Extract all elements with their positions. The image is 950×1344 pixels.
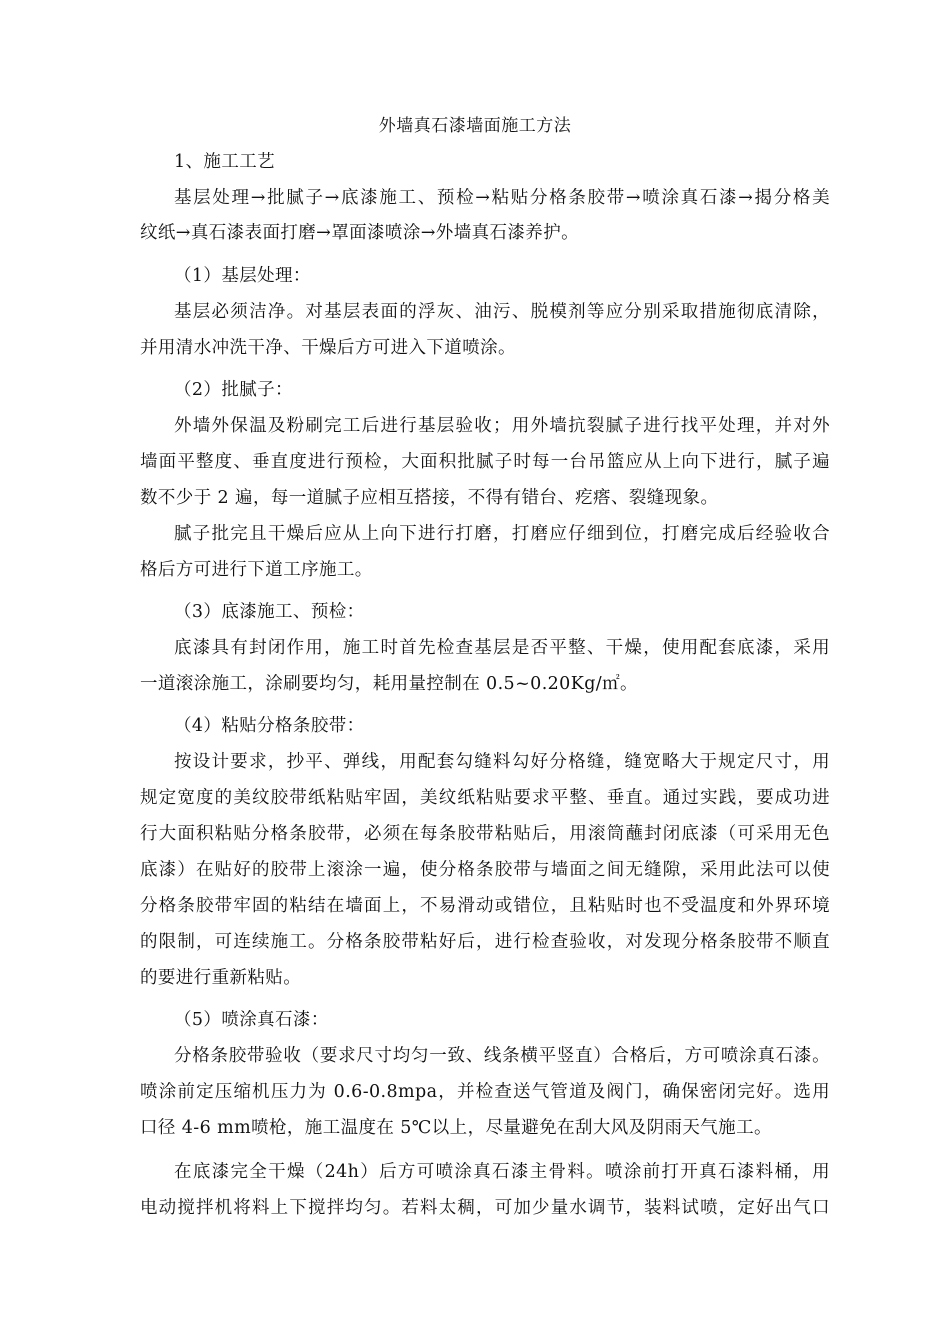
paragraph-line: 分格条胶带牢固的粘结在墙面上，不易滑动或错位，且粘贴时也不受温度和外界环境 <box>140 896 830 916</box>
paragraph-line: 底漆）在贴好的胶带上滚涂一遍，使分格条胶带与墙面之间无缝隙，采用此法可以使 <box>140 860 830 880</box>
paragraph-line: 行大面积粘贴分格条胶带，必须在每条胶带粘贴后，用滚筒蘸封闭底漆（可采用无色 <box>140 824 830 844</box>
paragraph-line: 喷涂前定压缩机压力为 0.6-0.8mpa，并检查送气管道及阀门，确保密闭完好。选用 <box>140 1082 830 1102</box>
subsection-heading: （3）底漆施工、预检： <box>174 602 365 622</box>
paragraph-line: 基层必须洁净。对基层表面的浮灰、油污、脱模剂等应分别采取措施彻底清除， <box>174 302 830 322</box>
section-heading: 1、施工工艺 <box>174 152 276 172</box>
paragraph-line: 口径 4-6 mm喷枪，施工温度在 5℃以上，尽量避免在刮大风及阴雨天气施工。 <box>140 1118 772 1138</box>
subsection-heading: （1）基层处理： <box>174 266 311 286</box>
paragraph-line: 腻子批完且干燥后应从上向下进行打磨，打磨应仔细到位，打磨完成后经验收合 <box>174 524 830 544</box>
paragraph-line: 数不少于 2 遍，每一道腻子应相互搭接，不得有错台、疙瘩、裂缝现象。 <box>140 488 719 508</box>
paragraph-line: 格后方可进行下道工序施工。 <box>140 560 373 580</box>
paragraph-line: 在底漆完全干燥（24h）后方可喷涂真石漆主骨料。喷涂前打开真石漆料桶，用 <box>174 1162 830 1182</box>
paragraph-line: 一道滚涂施工，涂刷要均匀，耗用量控制在 0.5~0.20Kg/㎡。 <box>140 674 638 694</box>
paragraph-line: 规定宽度的美纹胶带纸粘贴牢固，美纹纸粘贴要求平整、垂直。通过实践，要成功进 <box>140 788 830 808</box>
document-title: 外墙真石漆墙面施工方法 <box>378 116 572 136</box>
paragraph-line: 基层处理→批腻子→底漆施工、预检→粘贴分格条胶带→喷涂真石漆→揭分格美 <box>174 188 830 208</box>
subsection-heading: （4）粘贴分格条胶带： <box>174 716 365 736</box>
paragraph-line: 的限制，可连续施工。分格条胶带粘好后，进行检查验收，对发现分格条胶带不顺直 <box>140 932 830 952</box>
paragraph-line: 底漆具有封闭作用，施工时首先检查基层是否平整、干燥，使用配套底漆，采用 <box>174 638 830 658</box>
paragraph-line: 外墙外保温及粉刷完工后进行基层验收；用外墙抗裂腻子进行找平处理，并对外 <box>174 416 830 436</box>
paragraph-line: 按设计要求，抄平、弹线，用配套勾缝料勾好分格缝，缝宽略大于规定尺寸，用 <box>174 752 830 772</box>
paragraph-line: 的要进行重新粘贴。 <box>140 968 302 988</box>
paragraph-line: 并用清水冲洗干净、干燥后方可进入下道喷涂。 <box>140 338 516 358</box>
paragraph-line: 墙面平整度、垂直度进行预检，大面积批腻子时每一台吊篮应从上向下进行，腻子遍 <box>140 452 830 472</box>
paragraph-line: 纹纸→真石漆表面打磨→罩面漆喷涂→外墙真石漆养护。 <box>140 223 579 243</box>
subsection-heading: （5）喷涂真石漆： <box>174 1010 329 1030</box>
subsection-heading: （2）批腻子： <box>174 380 293 400</box>
paragraph-line: 电动搅拌机将料上下搅拌均匀。若料太稠，可加少量水调节，装料试喷，定好出气口 <box>140 1198 830 1218</box>
paragraph-line: 分格条胶带验收（要求尺寸均匀一致、线条横平竖直）合格后，方可喷涂真石漆。 <box>174 1046 830 1066</box>
